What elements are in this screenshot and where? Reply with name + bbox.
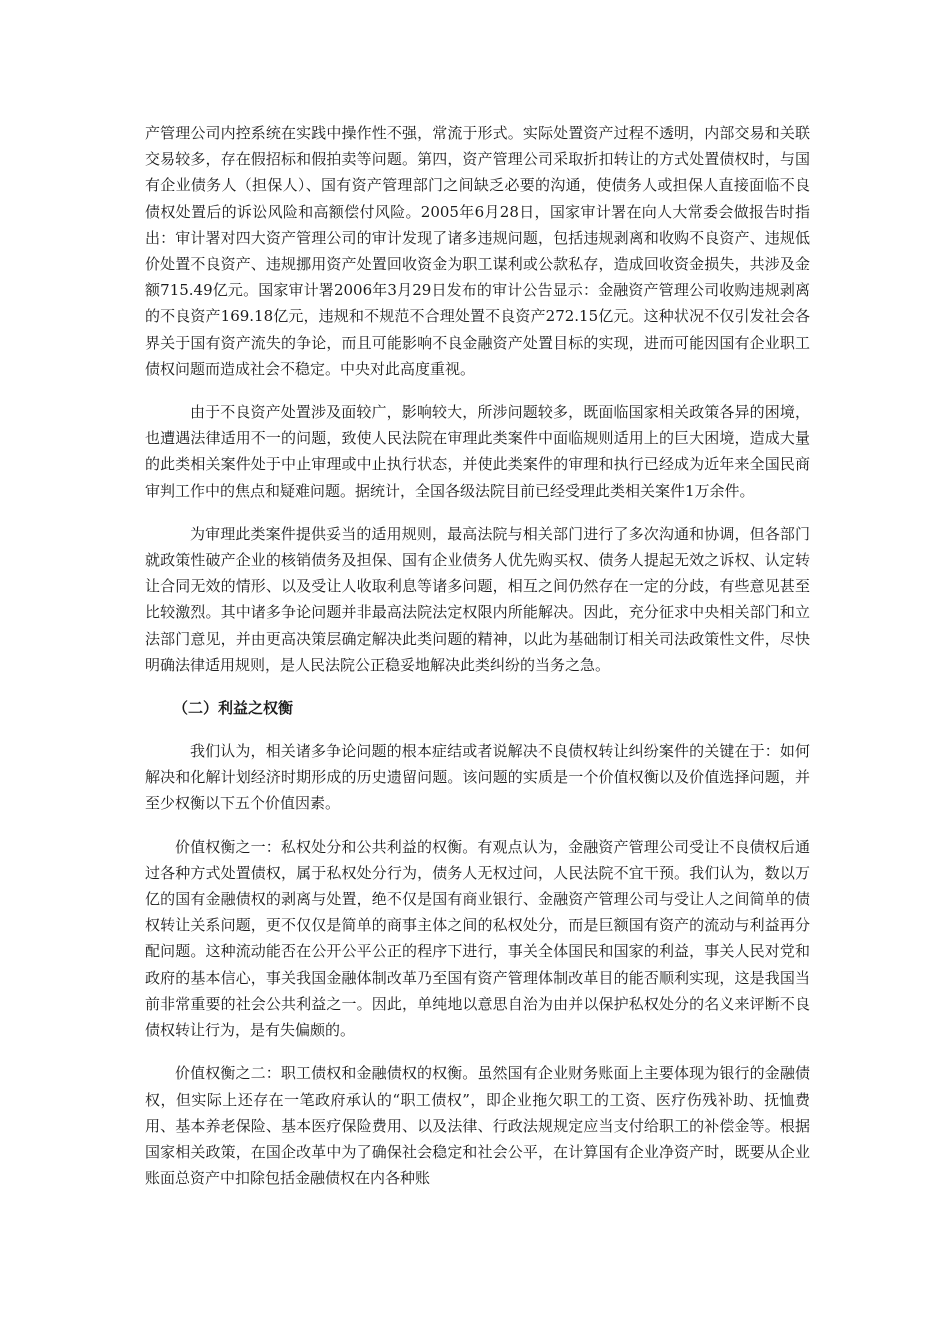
paragraph-gap: [145, 721, 810, 738]
paragraph-gap: [145, 817, 810, 834]
section-heading: （二）利益之权衡: [173, 699, 294, 718]
body-paragraph-continued: 产管理公司内控系统在实践中操作性不强，常流于形式。实际处置资产过程不透明，内部交易和关联交易较多，存在假招标和假拍卖等问题。第四，资产管理公司采取折扣转让的方式处置债权时，与国有企业债务人（担保人）、国有资产管理部门之间缺乏必要的沟通，使债务人或担保人直接面临不良债权处置后的诉讼风险和高额偿付风险。2005年6月28日，国家审计署在向人大常委会做报告时指出：审计署对四大资产管理公司的审计发现了诸多违规问题，包括违规剥离和收购不良资产、违规低价处置不良资产、违规挪用资产处置回收资金为职工谋利或公款私存，造成回收资金损失，共涉及金额715.49亿元。国家审计署2006年3月29日发布的审计公告显示：金融资产管理公司收购违规剥离的不良资产169.18亿元，违规和不规范不合理处置不良资产272.15亿元。这种状况不仅引发社会各界关于国有资产流失的争论，而且可能影响不良金融资产处置目标的实现，进而可能因国有企业职工债权问题而造成社会不稳定。中央对此高度重视。: [145, 124, 810, 378]
paragraph-gap: [145, 678, 810, 695]
paragraph-gap: [145, 382, 810, 399]
body-paragraph-key-issue: 我们认为，相关诸多争论问题的根本症结或者说解决不良债权转让纠纷案件的关键在于：如何解决和化解计划经济时期形成的历史遗留问题。该问题的实质是一个价值权衡以及价值选择问题，并至少权衡以下五个价值因素。: [145, 742, 810, 813]
paragraph-gap: [145, 1043, 810, 1060]
body-paragraph-disposal-difficulty: 由于不良资产处置涉及面较广，影响较大，所涉问题较多，既面临国家相关政策各异的困境，也遭遇法律适用不一的问题，致使人民法院在审理此类案件中面临规则适用上的巨大困境，造成大量的此类相关案件处于中止审理或中止执行状态，并使此类案件的审理和执行已经成为近年来全国民商审判工作中的焦点和疑难问题。据统计，全国各级法院目前已经受理此类相关案件1万余件。: [145, 403, 810, 500]
paragraph-gap: [145, 504, 810, 521]
document-page: [145, 120, 810, 1191]
body-paragraph-value-balance-two: 价值权衡之二：职工债权和金融债权的权衡。虽然国有企业财务账面上主要体现为银行的金融债权，但实际上还存在一笔政府承认的“职工债权”，即企业拖欠职工的工资、医疗伤残补助、抚恤费用、基本养老保险、基本医疗保险费用、以及法律、行政法规规定应当支付给职工的补偿金等。根据国家相关政策，在国企改革中为了确保社会稳定和社会公平，在计算国有企业净资产时，既要从企业账面总资产中扣除包括金融债权在内各种账: [145, 1064, 810, 1188]
body-paragraph-value-balance-one: 价值权衡之一：私权处分和公共利益的权衡。有观点认为，金融资产管理公司受让不良债权后通过各种方式处置债权，属于私权处分行为，债务人无权过问，人民法院不宜干预。我们认为，数以万亿的国有金融债权的剥离与处置，绝不仅是国有商业银行、金融资产管理公司与受让人之间简单的债权转让关系问题，更不仅仅是简单的商事主体之间的私权处分，而是巨额国有资产的流动与利益再分配问题。这种流动能否在公开公平公正的程序下进行，事关全体国民和国家的利益，事关人民对党和政府的基本信心，事关我国金融体制改革乃至国有资产管理体制改革目的能否顺利实现，这是我国当前非常重要的社会公共利益之一。因此，单纯地以意思自治为由并以保护私权处分的名义来评断不良债权转让行为，是有失偏颇的。: [145, 837, 810, 1040]
body-paragraph-applicable-rules: 为审理此类案件提供妥当的适用规则，最高法院与相关部门进行了多次沟通和协调，但各部门就政策性破产企业的核销债务及担保、国有企业债务人优先购买权、债务人提起无效之诉权、认定转让合同无效的情形、以及受让人收取利息等诸多问题，相互之间仍然存在一定的分歧，有些意见甚至比较激烈。其中诸多争论问题并非最高法院法定权限内所能解决。因此，充分征求中央相关部门和立法部门意见，并由更高决策层确定解决此类问题的精神，以此为基础制订相关司法政策性文件，尽快明确法律适用规则，是人民法院公正稳妥地解决此类纠纷的当务之急。: [145, 524, 810, 674]
